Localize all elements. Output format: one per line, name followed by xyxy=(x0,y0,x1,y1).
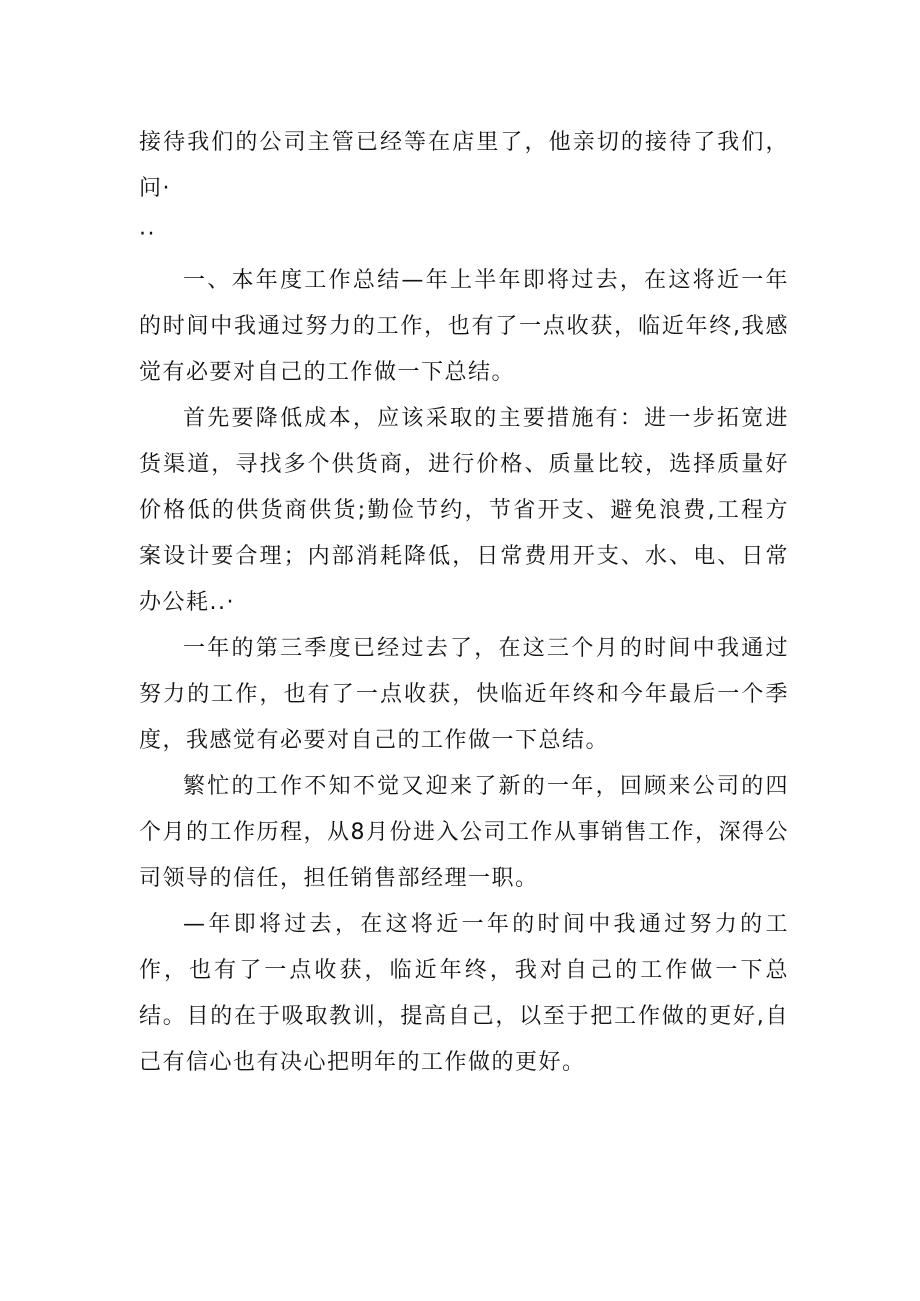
paragraph-1: 接待我们的公司主管已经等在店里了，他亲切的接待了我们，问· ·· xyxy=(139,130,789,247)
paragraph-4: 一年的第三季度已经过去了，在这三个月的时间中我通过努力的工作，也有了一点收获，快临近年终和今年最后一个季度，我感觉有必要对自己的工作做一下总结。 xyxy=(139,636,789,753)
paragraph-3: 首先要降低成本，应该采取的主要措施有：进一步拓宽进货渠道，寻找多个供货商，进行价格、质量比较，选择质量好价格低的供货商供货;勤俭节约，节省开支、避免浪费,工程方案设计要合理；内部消耗降低，日常费用开支、水、电、日常办公耗..· xyxy=(139,406,789,615)
paragraph-6: —年即将过去，在这将近一年的时间中我通过努力的工作，也有了一点收获，临近年终，我对自己的工作做一下总结。目的在于吸取教训，提高自己，以至于把工作做的更好,自己有信心也有决心把明年的工作做的更好。 xyxy=(139,912,789,1075)
paragraph-2: 一、本年度工作总结—年上半年即将过去，在这将近一年的时间中我通过努力的工作，也有了一点收获，临近年终,我感觉有必要对自己的工作做一下总结。 xyxy=(139,268,789,385)
paragraph-5: 繁忙的工作不知不觉又迎来了新的一年，回顾来公司的四个月的工作历程，从8月份进入公司工作从事销售工作，深得公司领导的信任，担任销售部经理一职。 xyxy=(139,774,789,891)
document-body xyxy=(139,120,789,1086)
